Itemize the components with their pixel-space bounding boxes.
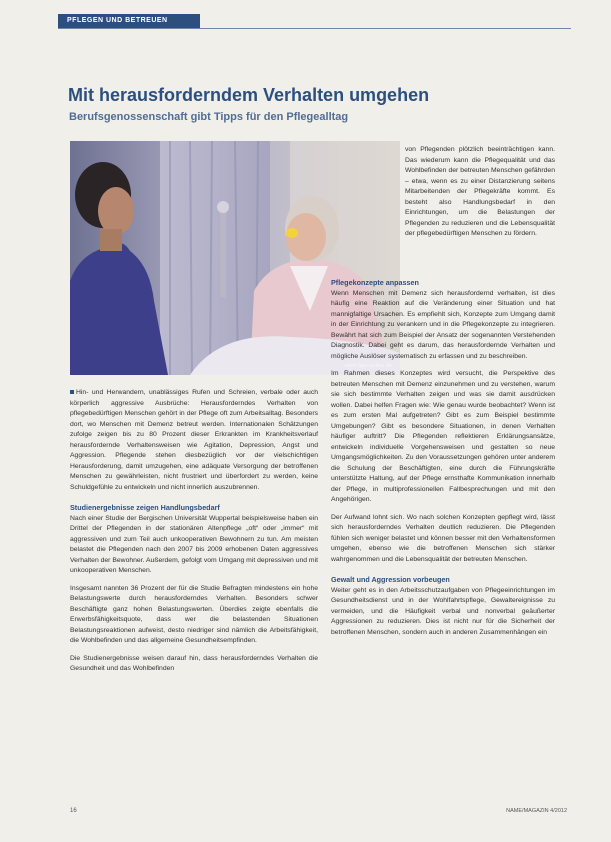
page-number: 16 [70,808,77,814]
section-heading: Pflegekonzepte anpassen [331,278,419,287]
body-paragraph: Im Rahmen dieses Konzeptes wird versucht, die Perspektive des betreuten Menschen mit Demenz einzunehmen und zu verstehen, warum sie sich bestimmte Verhalten zeigen und was sie damit ausdrücken wollen. Dabei helfen Fragen wie: Wie genau wurde beobachtet? Wenn ist es zum ersten Mal aufgetreten? Gibt es zum Beispiel bestimmte Umgebungen? Gibt es besondere Situationen, in denen Verhalten häufiger auftritt? Die Pflegenden reflektieren Erklärungsansätze, entwickeln individuelle Vorgehensweisen und gestalten so neue Umgangsmöglichkeiten. Zu den Voraussetzungen gehören unter anderem die Schulung der Beschäftigten, eine durch die Führungskräfte unterstützte Haltung, auf der Pflege ernsthafte Kommunikation innerhalb der Pflege, in multiprofessionellen Fallbesprechungen und mit den Angehörigen. [331,370,555,503]
body-paragraph [70,388,318,493]
body-paragraph: Insgesamt nannten 36 Prozent der für die Studie Befragten mindestens ein hohe Belastungswerte durch herausforderndes Verhalten. Besonders schwer Beschäftigte ganz hohen Belastungswerten. Überdies zeigte ebenfalls die Erwerbsfähigkeitsquote, dass wer die belastenden Situationen Belastungsreaktionen aufweist, desto niedriger sind nämlich die Arbeitsfähigkeit, die Wohlbefinden und das allgemeine Gesundheitsempfinden. [70,584,318,644]
right-column [331,278,555,638]
section-label: PFLEGEN UND BETREUEN [58,14,200,28]
photo-credit: www.bgw-online.de [344,363,392,369]
section-divider [58,28,571,29]
right-lead-paragraph: von Pflegenden plötzlich beeinträchtigen kann. Das wiederum kann die Pflegequalität und das Wohlbefinden der betreuten Menschen gefährden – etwa, wenn es zu einer Distanzierung seitens Mitarbeitenden der Pflegekräfte kommt. Es besteht also Handlungsbedarf in den Einrichtungen, um die Belastungen der Pflegenden zu reduzieren und die Lebensqualität der pflegebedürftigen Menschen zu fördern. [405,146,555,237]
body-paragraph: Wenn Menschen mit Demenz sich herausfordernd verhalten, ist dies häufig eine Reaktion auf die Veränderung einer Situation und hat mannigfaltige Ursachen. Es empfiehlt sich, Konzepte zum Umgang damit in der Einrichtung zu verankern und in die Pflegekonzepte zu integrieren. Bewährt hat sich zum Beispiel der Ansatz der sogenannten Verstehenden Diagnostik. Dabei geht es darum, das herausfordernde Verhalten und mögliche Auslöser systematisch zu erfassen und zu beschreiben. [331,289,555,360]
body-paragraph: Der Aufwand lohnt sich. Wo nach solchen Konzepten gepflegt wird, lässt sich herausforderndes Verhalten deutlich reduzieren. Die Pflegenden fühlen sich weniger belastet und können besser mit den Verhaltensformen umgehen, ebenso wie die betroffenen Menschen sich stärker wahrgenommen und die Lebensqualität der betreuten Menschen. [331,513,555,563]
article-subheadline: Berufsgenossenschaft gibt Tipps für den Pflegealltag [69,111,349,123]
publication-name: NAME/MAGAZIN 4/2012 [506,808,567,814]
body-paragraph: Weiter geht es in den Arbeitsschutzaufgaben von Pflegeeinrichtungen im Gesundheitsdienst und in der Wohlfahrtspflege, Gewaltereignisse zu vermeiden, und die Häufigkeit verbal und nonverbal geäußerter Aggressionen zu reduzieren. Dies ist nicht nur für die Sicherheit der betroffenen Menschen, sondern auch in anderen Zusammenhängen ein [331,586,555,636]
section-heading: Gewalt und Aggression vorbeugen [331,575,450,584]
paragraph-marker-icon [70,390,74,394]
body-paragraph: Nach einer Studie der Bergischen Universität Wuppertal beispielsweise haben ein Drittel der Pflegenden in der stationären Altenpflege „oft“ oder „immer“ mit aggressiven und zum Teil auch unkooperativen Bewohnern zu tun. Am meisten belastet die Pflegenden nach den 2007 bis 2009 erhobenen Daten aggressives Verhalten der Bewohner. Außerdem, gefolgt vom Umgang mit depressiven und mit unkooperativen Menschen. [70,514,318,574]
section-heading: Studienergebnisse zeigen Handlungsbedarf [70,503,220,512]
body-text: Hin- und Herwandern, unablässiges Rufen und Schreien, verbale oder auch körperlich aggressive Ausbrüche: Herausforderndes Verhalten von pflegebedürftigen Menschen gehört in der Pflege oft zum Arbeitsalltag. Besonders dort, wo Menschen mit Demenz betreut werden. Internationalen Schätzungen zufolge zeigen bis zu 80 Prozent dieser Erkrankten im Krankheitsverlauf herausfordernde Verhaltensweisen wie Agitation, Depression, Angst und Aggression. Pflegende stehen diesbezüglich vor der vielschichtigen Herausforderung, damit umzugehen, eine adäquate Versorgung der betroffenen Menschen zu gewährleisten, nicht frustriert und überfordert zu werden, keine Schuldgefühle zu entwickeln und nicht innerlich auszubrennen. [70,389,318,491]
body-paragraph: Die Studienergebnisse weisen darauf hin, dass herausforderndes Verhalten die Gesundheit und das Wohlbefinden [70,654,318,672]
right-column-lead [405,145,555,240]
article-headline: Mit herausforderndem Verhalten umgehen [68,85,430,105]
left-column [70,388,318,675]
